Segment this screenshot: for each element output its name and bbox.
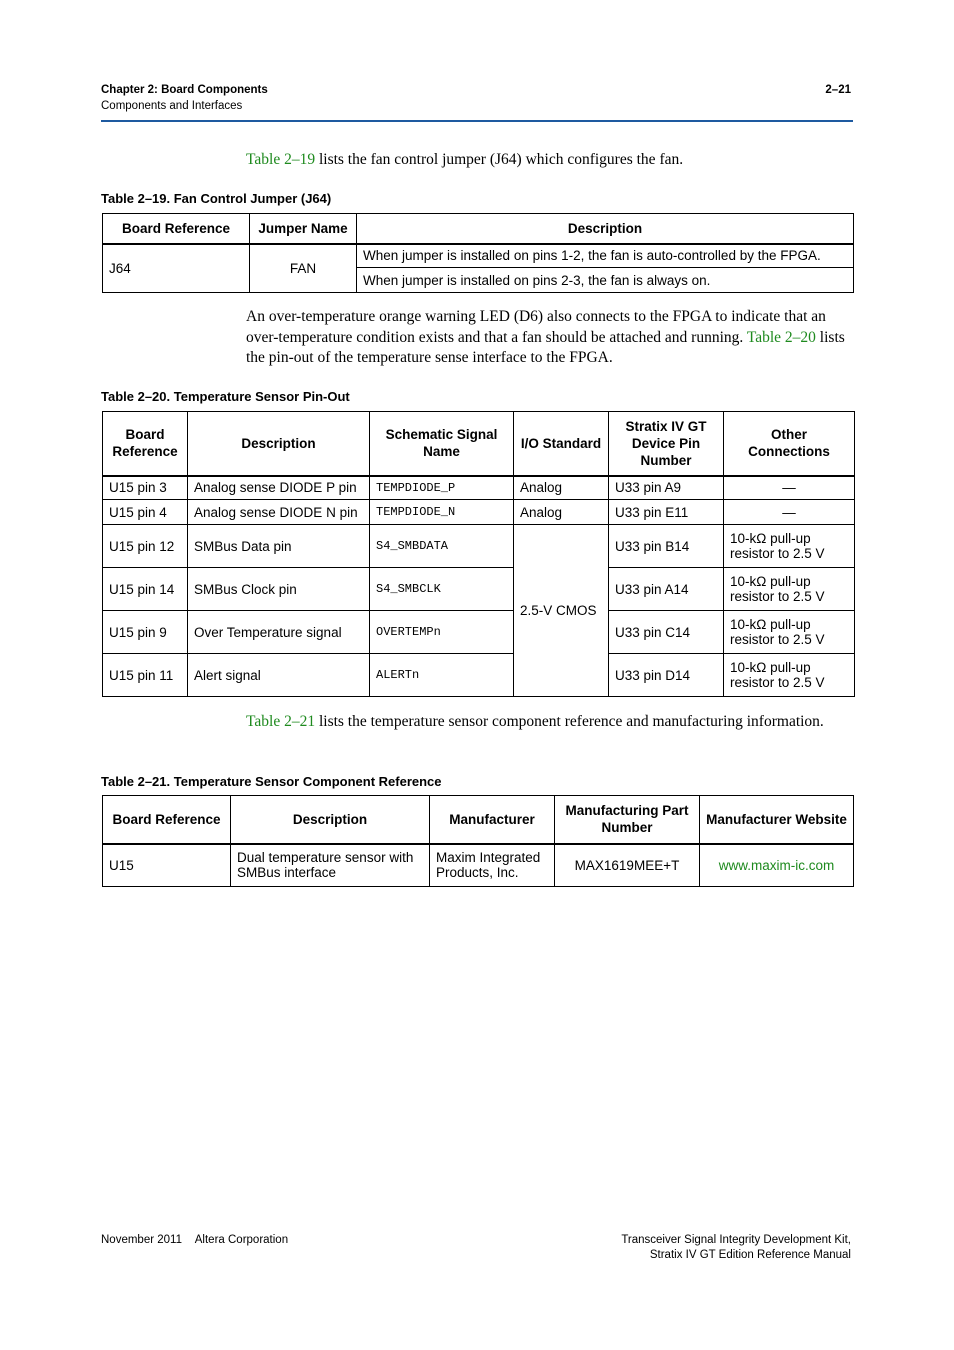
table-row <box>103 568 855 611</box>
section-title: Components and Interfaces <box>101 100 243 112</box>
col-board-reference: Board Reference <box>103 412 188 476</box>
cell-desc: SMBus Data pin <box>188 525 370 568</box>
col-other-connections: Other Connections <box>724 412 855 476</box>
cell-io: Analog <box>514 476 609 500</box>
cell-other: — <box>724 476 855 500</box>
led-text-end: lists the pin-out of the temperature sense interface to the FPGA. <box>246 328 845 366</box>
fan-jumper-table <box>102 213 854 293</box>
component-text: lists the temperature sensor component reference and manufacturing information. <box>315 713 824 730</box>
cell-pin: U33 pin D14 <box>609 654 724 697</box>
cell-signal: ALERTn <box>370 654 514 697</box>
footer-title-line2: Stratix IV GT Edition Reference Manual <box>649 1249 851 1261</box>
component-reference-table <box>102 795 854 887</box>
cell-pin: U33 pin A9 <box>609 476 724 500</box>
cell-other: 10-kΩ pull-up resistor to 2.5 V <box>724 611 855 654</box>
table-row <box>103 244 854 268</box>
cell-io-merged: 2.5-V CMOS <box>514 525 609 697</box>
col-device-pin: Stratix IV GT Device Pin Number <box>609 412 724 476</box>
table-row <box>103 500 855 525</box>
col-io-standard: I/O Standard <box>514 412 609 476</box>
table-2-20-link[interactable]: Table 2–20 <box>746 328 816 346</box>
footer-date: November 2011 <box>101 1234 182 1246</box>
cell-desc: Over Temperature signal <box>188 611 370 654</box>
table-2-21-link[interactable]: Table 2–21 <box>246 713 316 730</box>
col-description: Description <box>357 214 854 244</box>
col-description: Description <box>188 412 370 476</box>
cell-jumper-name: FAN <box>250 244 357 293</box>
table-21-caption: Table 2–21. Temperature Sensor Component Reference <box>101 774 442 789</box>
cell-ref: U15 pin 3 <box>103 476 188 500</box>
table-20-caption: Table 2–20. Temperature Sensor Pin-Out <box>101 389 350 404</box>
cell-ref: U15 pin 14 <box>103 568 188 611</box>
cell-signal: TEMPDIODE_N <box>370 500 514 525</box>
cell-part: MAX1619MEE+T <box>555 844 700 887</box>
maxim-website-link[interactable]: www.maxim-ic.com <box>700 844 854 887</box>
table-row <box>103 476 855 500</box>
cell-pin: U33 pin E11 <box>609 500 724 525</box>
footer-title-line1: Transceiver Signal Integrity Development Kit, <box>621 1234 851 1246</box>
cell-other: 10-kΩ pull-up resistor to 2.5 V <box>724 654 855 697</box>
table-19-caption: Table 2–19. Fan Control Jumper (J64) <box>101 191 332 206</box>
cell-other: 10-kΩ pull-up resistor to 2.5 V <box>724 525 855 568</box>
footer-title <box>621 1234 851 1261</box>
component-paragraph <box>246 712 846 733</box>
led-text: An over-temperature orange warning LED (D6) also connects to the FPGA to indicate that an over-temperature condition exists and that a fan should be attached and running. <box>246 308 826 346</box>
col-manufacturer: Manufacturer <box>430 796 555 844</box>
cell-ref: U15 pin 4 <box>103 500 188 525</box>
cell-desc-2: When jumper is installed on pins 2-3, the fan is always on. <box>357 268 854 293</box>
cell-desc: Analog sense DIODE N pin <box>188 500 370 525</box>
cell-desc: Dual temperature sensor with SMBus interface <box>231 844 430 887</box>
header-rule <box>101 120 853 122</box>
cell-signal: S4_SMBCLK <box>370 568 514 611</box>
intro-text: lists the fan control jumper (J64) which configures the fan. <box>315 151 684 168</box>
cell-ref: U15 pin 12 <box>103 525 188 568</box>
col-part-number: Manufacturing Part Number <box>555 796 700 844</box>
cell-io: Analog <box>514 500 609 525</box>
table-2-19-link[interactable]: Table 2–19 <box>246 151 316 168</box>
cell-pin: U33 pin B14 <box>609 525 724 568</box>
table-row <box>103 525 855 568</box>
footer-company: Altera Corporation <box>194 1234 289 1246</box>
table-row <box>103 844 854 887</box>
temp-sensor-pinout-table <box>102 411 855 697</box>
intro-paragraph <box>246 150 854 171</box>
cell-signal: S4_SMBDATA <box>370 525 514 568</box>
page-number: 2–21 <box>825 84 851 96</box>
table-row <box>103 654 855 697</box>
cell-board-ref: J64 <box>103 244 250 293</box>
cell-ref: U15 <box>103 844 231 887</box>
cell-desc-1: When jumper is installed on pins 1-2, the fan is auto-controlled by the FPGA. <box>357 244 854 268</box>
col-board-reference: Board Reference <box>103 796 231 844</box>
cell-pin: U33 pin C14 <box>609 611 724 654</box>
cell-desc: SMBus Clock pin <box>188 568 370 611</box>
col-website: Manufacturer Website <box>700 796 854 844</box>
cell-other: 10-kΩ pull-up resistor to 2.5 V <box>724 568 855 611</box>
footer-left <box>101 1234 288 1246</box>
cell-other: — <box>724 500 855 525</box>
cell-ref: U15 pin 9 <box>103 611 188 654</box>
table-row <box>103 611 855 654</box>
cell-desc: Alert signal <box>188 654 370 697</box>
cell-pin: U33 pin A14 <box>609 568 724 611</box>
cell-mfr: Maxim Integrated Products, Inc. <box>430 844 555 887</box>
cell-signal: TEMPDIODE_P <box>370 476 514 500</box>
led-paragraph <box>246 307 858 369</box>
col-description: Description <box>231 796 430 844</box>
col-board-reference: Board Reference <box>103 214 250 244</box>
cell-signal: OVERTEMPn <box>370 611 514 654</box>
chapter-title: Chapter 2: Board Components <box>101 84 268 96</box>
cell-desc: Analog sense DIODE P pin <box>188 476 370 500</box>
col-jumper-name: Jumper Name <box>250 214 357 244</box>
col-signal-name: Schematic Signal Name <box>370 412 514 476</box>
cell-ref: U15 pin 11 <box>103 654 188 697</box>
